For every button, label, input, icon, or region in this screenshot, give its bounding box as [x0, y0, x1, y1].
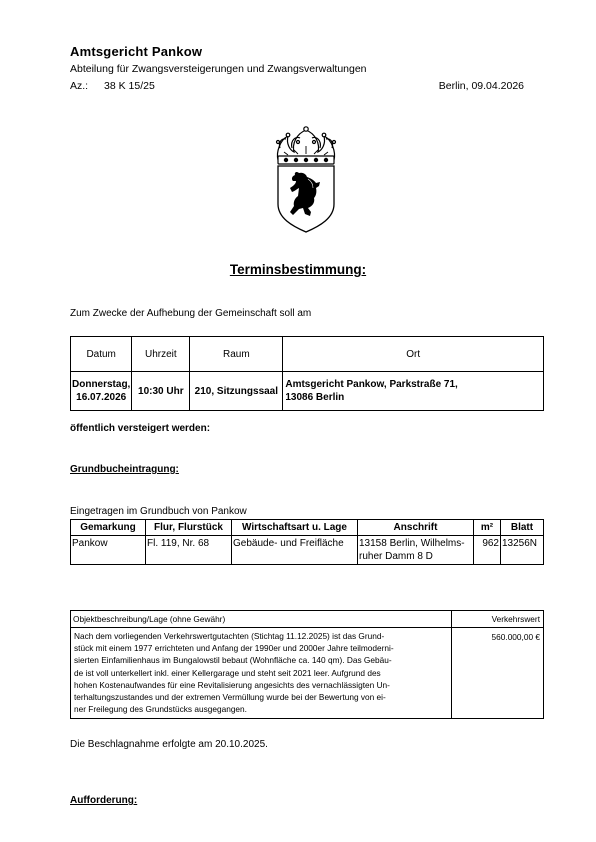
header-sheet: Blatt: [501, 520, 544, 536]
court-name: Amtsgericht Pankow: [70, 44, 203, 59]
address-line-2: ruher Damm 8 D: [359, 551, 433, 562]
berlin-coat-of-arms-icon: [270, 126, 342, 234]
place-line-1: Amtsgericht Pankow, Parkstraße 71,: [285, 379, 458, 390]
crown-icon: [277, 127, 336, 164]
header-art: Wirtschaftsart u. Lage: [232, 520, 358, 536]
object-description: [71, 628, 452, 719]
cell-area: 962: [474, 536, 501, 565]
file-number: 38 K 15/25: [104, 80, 155, 92]
appointment-room: 210, Sitzungssaal: [190, 372, 283, 411]
seizure-text: Die Beschlagnahme erfolgte am 20.10.2025.: [70, 739, 268, 750]
header-area: m²: [474, 520, 501, 536]
header-room: Raum: [190, 337, 283, 372]
place-line-2: 13086 Berlin: [285, 392, 345, 403]
description-line: Nach dem vorliegenden Verkehrswertgutachten (Stichtag 11.12.2025) ist das Grund-: [74, 631, 385, 641]
description-line: stück mit einem 1977 errichteten und Anfang der 1990er und 2000er Jahre teilmoderni-: [74, 643, 394, 654]
table-row: [71, 536, 544, 565]
cell-gemarkung: Pankow: [71, 536, 146, 565]
cell-flur: Fl. 119, Nr. 68: [146, 536, 232, 565]
auction-text: öffentlich versteigert werden:: [70, 423, 211, 434]
land-register-heading: Grundbucheintragung:: [70, 464, 179, 475]
land-register-text: Eingetragen im Grundbuch von Pankow: [70, 506, 247, 517]
description-line: ner Freilegung des Grundstücks ausgegangen.: [74, 704, 247, 715]
header-time: Uhrzeit: [132, 337, 190, 372]
file-number-label: Az.:: [70, 80, 89, 92]
place-date: Berlin, 09.04.2026: [438, 80, 524, 92]
appointment-place: [283, 372, 544, 411]
request-heading: Aufforderung:: [70, 795, 138, 806]
header-market-value: Verkehrswert: [452, 611, 544, 628]
address-line-1: 13158 Berlin, Wilhelms-: [359, 538, 465, 549]
appointment-time: 10:30 Uhr: [132, 372, 190, 411]
cell-sheet: 13256N: [501, 536, 544, 565]
description-line: de ist voll unterkellert inkl. einer Kellergarage und steht seit 2021 leer. Aufgrund des: [74, 667, 381, 678]
appointment-date: [71, 372, 132, 411]
description-line: hohen Kostenaufwandes für eine Revitalisierung angesichts des vernachlässigten Un-: [74, 679, 390, 690]
page-title: Terminsbestimmung:: [229, 262, 367, 277]
header-gemarkung: Gemarkung: [71, 520, 146, 536]
description-line: sierten Einfamilienhaus im Bungalowstil bebaut (Wohnfläche ca. 140 qm). Das Gebäu-: [74, 655, 392, 666]
header-place: Ort: [283, 337, 544, 372]
date-line-2: 16.07.2026: [76, 392, 127, 403]
appointment-table: [70, 336, 544, 411]
cell-art: Gebäude- und Freifläche: [232, 536, 358, 565]
market-value: 560.000,00 €: [452, 628, 544, 719]
department-name: Abteilung für Zwangsversteigerungen und Zwangsverwaltungen: [70, 63, 367, 75]
cell-address: [358, 536, 474, 565]
land-register-table: [70, 519, 544, 565]
description-line: terhaltungszustandes und der extremen Vermüllung wurde bei der Bewertung von ei-: [74, 692, 386, 703]
header-address: Anschrift: [358, 520, 474, 536]
intro-text: Zum Zwecke der Aufhebung der Gemeinschaft soll am: [70, 308, 312, 319]
header-flur: Flur, Flurstück: [146, 520, 232, 536]
date-line-1: Donnerstag,: [72, 379, 131, 390]
header-date: Datum: [71, 337, 132, 372]
object-table: [70, 610, 544, 719]
header-description: Objektbeschreibung/Lage (ohne Gewähr): [71, 611, 452, 628]
